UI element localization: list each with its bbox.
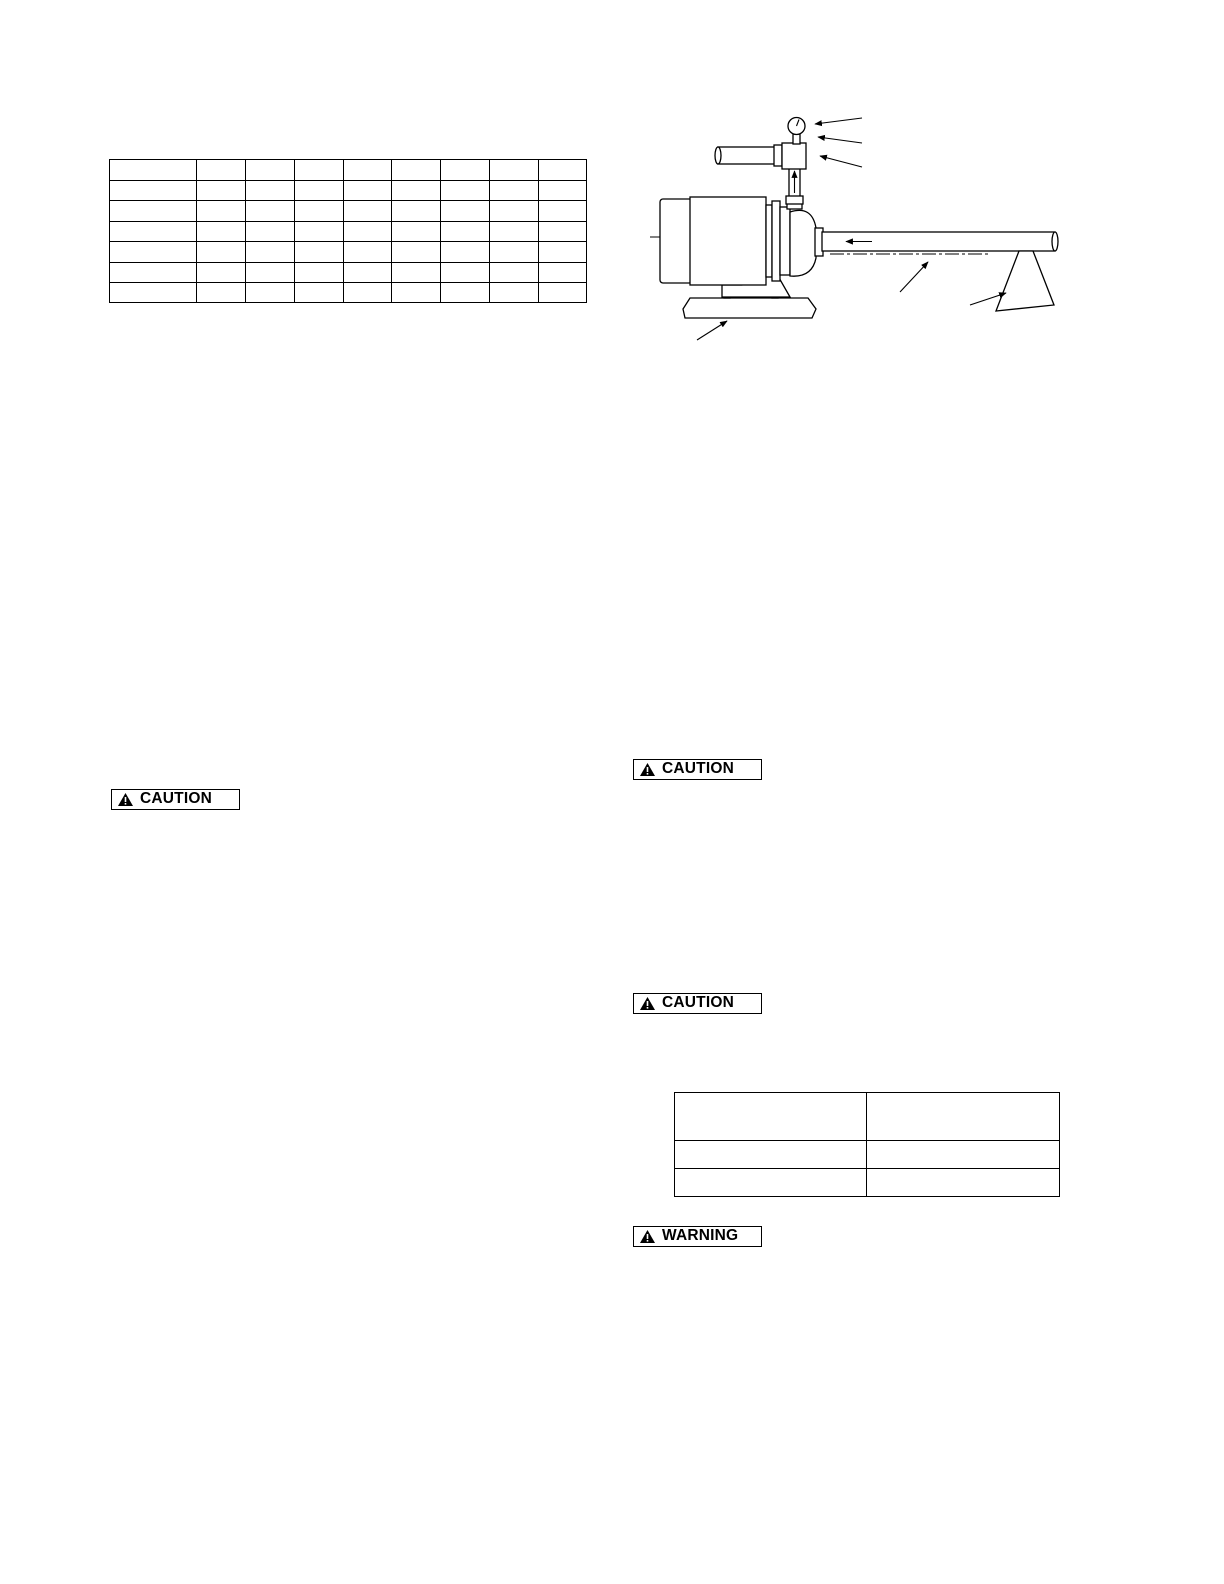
table-cell (197, 263, 246, 283)
pump-flange (780, 207, 790, 275)
pump-head (766, 201, 823, 281)
caution-label (111, 789, 240, 810)
table-cell (197, 160, 246, 181)
motor-end-cap (660, 199, 692, 283)
table-cell (392, 242, 441, 263)
table-cell (490, 222, 539, 242)
pump-flange (772, 201, 780, 281)
table-cell (246, 222, 295, 242)
discharge-piping (715, 118, 806, 210)
discharge-union (786, 196, 803, 204)
discharge-fitting (774, 145, 782, 166)
table-row (110, 181, 587, 201)
table-row (675, 1169, 1060, 1197)
table-cell (490, 160, 539, 181)
table-cell (392, 201, 441, 222)
pump-installation-diagram (640, 100, 1070, 350)
table-cell (392, 263, 441, 283)
callout-arrow-icon (697, 321, 727, 340)
table-cell (539, 222, 587, 242)
table-row (110, 160, 587, 181)
warning-triangle-icon (640, 997, 655, 1010)
table-cell (441, 222, 490, 242)
table-cell (344, 181, 392, 201)
table-cell (295, 160, 344, 181)
table-cell (490, 201, 539, 222)
table-cell (539, 263, 587, 283)
caution-text: CAUTION (662, 994, 735, 1011)
table-cell (539, 160, 587, 181)
table-row (110, 283, 587, 303)
table-cell (110, 283, 197, 303)
pipe-support-stand (996, 251, 1054, 311)
table-cell (344, 283, 392, 303)
table-cell (295, 222, 344, 242)
table-cell (392, 222, 441, 242)
table-row (675, 1093, 1060, 1141)
table-cell (197, 201, 246, 222)
table-cell (441, 181, 490, 201)
pump-flange (766, 205, 772, 277)
table-cell (110, 242, 197, 263)
discharge-pipe (718, 147, 782, 164)
table-cell (295, 201, 344, 222)
table-cell (295, 181, 344, 201)
table-cell (490, 181, 539, 201)
table-cell (246, 201, 295, 222)
table-cell (110, 263, 197, 283)
warning-triangle-icon (118, 793, 133, 806)
caution-label (633, 759, 762, 780)
table-cell (295, 242, 344, 263)
callout-arrow-icon (820, 156, 862, 167)
table-row (110, 222, 587, 242)
table-cell (344, 160, 392, 181)
motor-body (690, 197, 766, 285)
table-cell (441, 242, 490, 263)
table-row (110, 242, 587, 263)
table-cell (675, 1169, 867, 1197)
table-cell (246, 263, 295, 283)
table-cell (295, 263, 344, 283)
table-cell (344, 222, 392, 242)
table-cell (197, 181, 246, 201)
discharge-tee (782, 143, 806, 169)
gauge-stem (793, 134, 800, 144)
table-cell (490, 263, 539, 283)
suction-pipe-end (1052, 232, 1058, 251)
warning-triangle-icon (640, 763, 655, 776)
table-cell (197, 283, 246, 303)
warning-label (633, 1226, 762, 1247)
table-cell (197, 242, 246, 263)
table-cell (539, 242, 587, 263)
table-cell (344, 201, 392, 222)
warning-triangle-icon (640, 1230, 655, 1243)
suction-pipe (822, 232, 1058, 251)
table-cell (392, 283, 441, 303)
table-cell (867, 1141, 1060, 1169)
table-cell (441, 283, 490, 303)
callout-arrow-icon (900, 262, 928, 292)
table-cell (246, 181, 295, 201)
pressure-table (674, 1092, 1060, 1197)
table-cell (675, 1141, 867, 1169)
caution-text: CAUTION (662, 760, 735, 777)
table-cell (441, 201, 490, 222)
table-cell (392, 181, 441, 201)
discharge-pipe-end (715, 147, 721, 164)
specification-table (109, 159, 587, 303)
pump-volute (790, 210, 816, 276)
table-row (110, 201, 587, 222)
table-cell (110, 181, 197, 201)
table-cell (441, 160, 490, 181)
table-cell (675, 1093, 867, 1141)
table-row (110, 263, 587, 283)
table-cell (197, 222, 246, 242)
base-slab (683, 298, 816, 318)
table-cell (490, 242, 539, 263)
table-cell (344, 263, 392, 283)
table-cell (441, 263, 490, 283)
table-cell (539, 181, 587, 201)
table-cell (246, 283, 295, 303)
callout-arrow-icon (818, 137, 862, 143)
caution-label (633, 993, 762, 1014)
table-cell (344, 242, 392, 263)
caution-text: CAUTION (140, 790, 213, 807)
table-cell (490, 283, 539, 303)
table-cell (539, 283, 587, 303)
table-cell (392, 160, 441, 181)
table-row (675, 1141, 1060, 1169)
table-cell (867, 1093, 1060, 1141)
table-cell (867, 1169, 1060, 1197)
warning-text: WARNING (662, 1227, 739, 1244)
table-cell (110, 160, 197, 181)
table-cell (539, 201, 587, 222)
callout-arrow-icon (815, 118, 862, 124)
table-cell (110, 201, 197, 222)
table-cell (246, 160, 295, 181)
table-cell (110, 222, 197, 242)
table-cell (295, 283, 344, 303)
table-cell (246, 242, 295, 263)
